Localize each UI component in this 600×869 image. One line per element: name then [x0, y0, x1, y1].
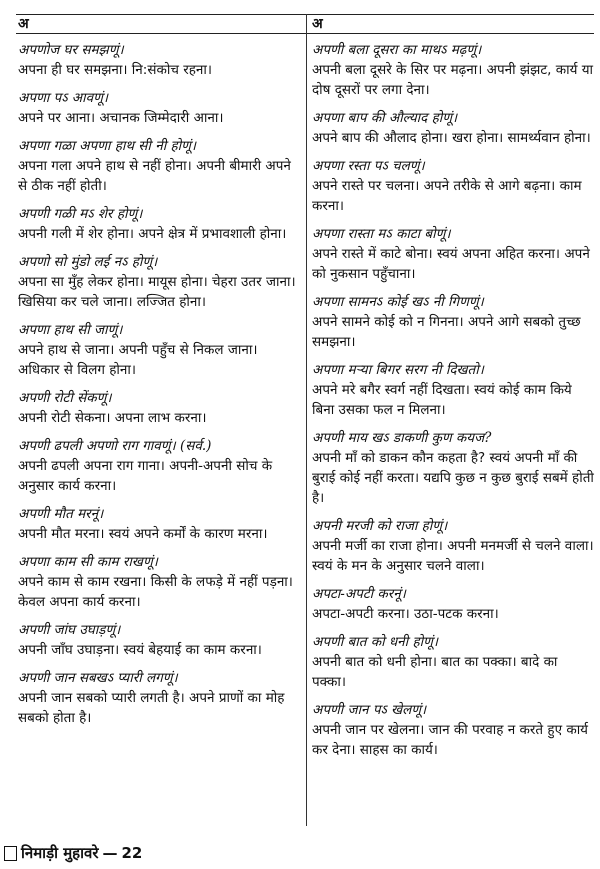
idiom-meaning: अपनी बात को धनी होना। बात का पक्का। बादे का पक्का।: [312, 654, 558, 690]
footer-title: निमाड़ी मुहावरे: [21, 844, 99, 862]
idiom-term: अपणा बाप की औल्याद होणूं।: [312, 110, 458, 126]
page-number: 22: [121, 844, 143, 862]
idiom-term: अपणा पऽ आवणूं।: [18, 90, 108, 106]
idiom-entry: [18, 668, 298, 728]
idiom-term: अपणी जान पऽ खेलणूं।: [312, 702, 427, 718]
idiom-entry: [312, 700, 594, 760]
idiom-meaning: अपने सामने कोई को न गिनना। अपने आगे सबको तुच्छ समझना।: [312, 314, 581, 350]
idiom-term: अपणोज घर समझणूं।: [18, 42, 124, 58]
idiom-meaning: अपनी मर्जी का राजा होना। अपनी मनमर्जी से चलने वाला। स्वयं के मन के अनुसार चलने वाला।: [312, 538, 594, 574]
idiom-entry: [312, 428, 594, 508]
right-column-header: अ: [312, 16, 323, 32]
right-column: [312, 40, 594, 768]
idiom-term: अपणी ढपली अपणो राग गावणूं। (सर्व.): [18, 438, 212, 454]
idiom-meaning: अपनी बला दूसरे के सिर पर मढ़ना। अपनी झंझट, कार्य या दोष दूसरों पर लगा देना।: [312, 62, 594, 98]
idiom-entry: [312, 584, 594, 624]
idiom-entry: [312, 360, 594, 420]
idiom-term: अपणी जान सबखऽ प्यारी लगणूं।: [18, 670, 178, 686]
dictionary-page: [16, 0, 594, 869]
idiom-entry: [18, 320, 298, 380]
idiom-meaning: अपना सा मुँह लेकर होना। मायूस होना। चेहरा उतर जाना। खिसिया कर चले जाना। लज्जित होना।: [18, 274, 296, 310]
idiom-entry: [18, 204, 298, 244]
page-footer: [4, 843, 142, 863]
idiom-term: अपणी मौत मरनूं।: [18, 506, 104, 522]
idiom-entry: [312, 292, 594, 352]
idiom-entry: [18, 436, 298, 496]
idiom-entry: [312, 108, 594, 148]
idiom-term: अपणी बला दूसरा का माथऽ मढ़णूं।: [312, 42, 482, 58]
idiom-meaning: अपनी जान पर खेलना। जान की परवाह न करते हुए कार्य कर देना। साहस का कार्य।: [312, 722, 589, 758]
idiom-entry: [312, 632, 594, 692]
idiom-term: अपनी मरजी को राजा होणूं।: [312, 518, 448, 534]
idiom-entry: [18, 40, 298, 80]
idiom-meaning: अपना ही घर समझना। नि:संकोच रहना।: [18, 62, 212, 78]
idiom-meaning: अपने मरे बगैर स्वर्ग नहीं दिखता। स्वयं कोई काम किये बिना उसका फल न मिलना।: [312, 382, 572, 418]
idiom-term: अपणी जांघ उघाड़णूं।: [18, 622, 121, 638]
idiom-meaning: अपने बाप की औलाद होना। खरा होना। सामर्थ्यवान होना।: [312, 130, 591, 146]
idiom-entry: [312, 224, 594, 284]
idiom-meaning: अपनी मौत मरना। स्वयं अपने कर्मों के कारण मरना।: [18, 526, 268, 542]
idiom-term: अपटा-अपटी करनूं।: [312, 586, 406, 602]
idiom-entry: [18, 252, 298, 312]
idiom-entry: [18, 388, 298, 428]
idiom-meaning: अपनी रोटी सेकना। अपना लाभ करना।: [18, 410, 207, 426]
idiom-term: अपणो सो मुंडो लई नऽ होणूं।: [18, 254, 158, 270]
idiom-term: अपणा गळा अपणा हाथ सी नी होणूं।: [18, 138, 197, 154]
idiom-entry: [18, 552, 298, 612]
header-bottom-rule: [16, 33, 594, 34]
idiom-entry: [312, 516, 594, 576]
footer-separator: —: [102, 844, 118, 862]
idiom-term: अपणा मर्‍या बिगर सरग नी दिखतो।: [312, 362, 484, 378]
idiom-meaning: अपनी गली में शेर होना। अपने क्षेत्र में प्रभावशाली होना।: [18, 226, 287, 242]
idiom-entry: [312, 156, 594, 216]
idiom-entry: [18, 504, 298, 544]
idiom-meaning: अपने हाथ से जाना। अपनी पहुँच से निकल जाना। अधिकार से विलग होना।: [18, 342, 258, 378]
idiom-term: अपणा काम सी काम राखणूं।: [18, 554, 158, 570]
idiom-term: अपणा रस्ता पऽ चलणूं।: [312, 158, 425, 174]
idiom-meaning: अपनी जान सबको प्यारी लगती है। अपने प्राणों का मोह सबको होता है।: [18, 690, 285, 726]
idiom-meaning: अपना गला अपने हाथ से नहीं होना। अपनी बीमारी अपने से ठीक नहीं होती।: [18, 158, 291, 194]
left-column: [18, 40, 298, 736]
left-column-header: अ: [18, 16, 29, 32]
idiom-meaning: अपनी माँ को डाकन कौन कहता है? स्वयं अपनी माँ की बुराई कोई नहीं करता। यद्यपि कुछ न कुछ बुराई सबमें होती है।: [312, 450, 594, 506]
idiom-meaning: अपने काम से काम रखना। किसी के लफड़े में नहीं पड़ना। केवल अपना कार्य करना।: [18, 574, 293, 610]
idiom-entry: [18, 88, 298, 128]
idiom-meaning: अपने रास्ते में काटे बोना। स्वयं अपना अहित करना। अपने को नुकसान पहुँचाना।: [312, 246, 590, 282]
idiom-term: अपणा रास्ता मऽ काटा बोणूं।: [312, 226, 451, 242]
idiom-meaning: अपनी जाँघ उघाड़ना। स्वयं बेहयाई का काम करना।: [18, 642, 262, 658]
idiom-term: अपणी माय खऽ डाकणी कुण कयज?: [312, 430, 492, 446]
idiom-entry: [312, 40, 594, 100]
idiom-term: अपणी बात को धनी होणूं।: [312, 634, 439, 650]
idiom-entry: [18, 620, 298, 660]
header-top-rule: [16, 14, 594, 15]
footer-box-icon: [4, 846, 17, 861]
idiom-meaning: अपने रास्ते पर चलना। अपने तरीके से आगे बढ़ना। काम करना।: [312, 178, 582, 214]
idiom-entry: [18, 136, 298, 196]
idiom-term: अपणा सामनऽ कोई खऽ नी गिणणूं।: [312, 294, 484, 310]
idiom-meaning: अपनी ढपली अपना राग गाना। अपनी-अपनी सोच के अनुसार कार्य करना।: [18, 458, 273, 494]
idiom-term: अपणा हाथ सी जाणूं।: [18, 322, 123, 338]
idiom-term: अपणी रोटी सेंकणूं।: [18, 390, 112, 406]
column-divider: [306, 14, 307, 826]
idiom-meaning: अपटा-अपटी करना। उठा-पटक करना।: [312, 606, 499, 622]
idiom-term: अपणी गळी मऽ शेर होणूं।: [18, 206, 143, 222]
idiom-meaning: अपने पर आना। अचानक जिम्मेदारी आना।: [18, 110, 224, 126]
